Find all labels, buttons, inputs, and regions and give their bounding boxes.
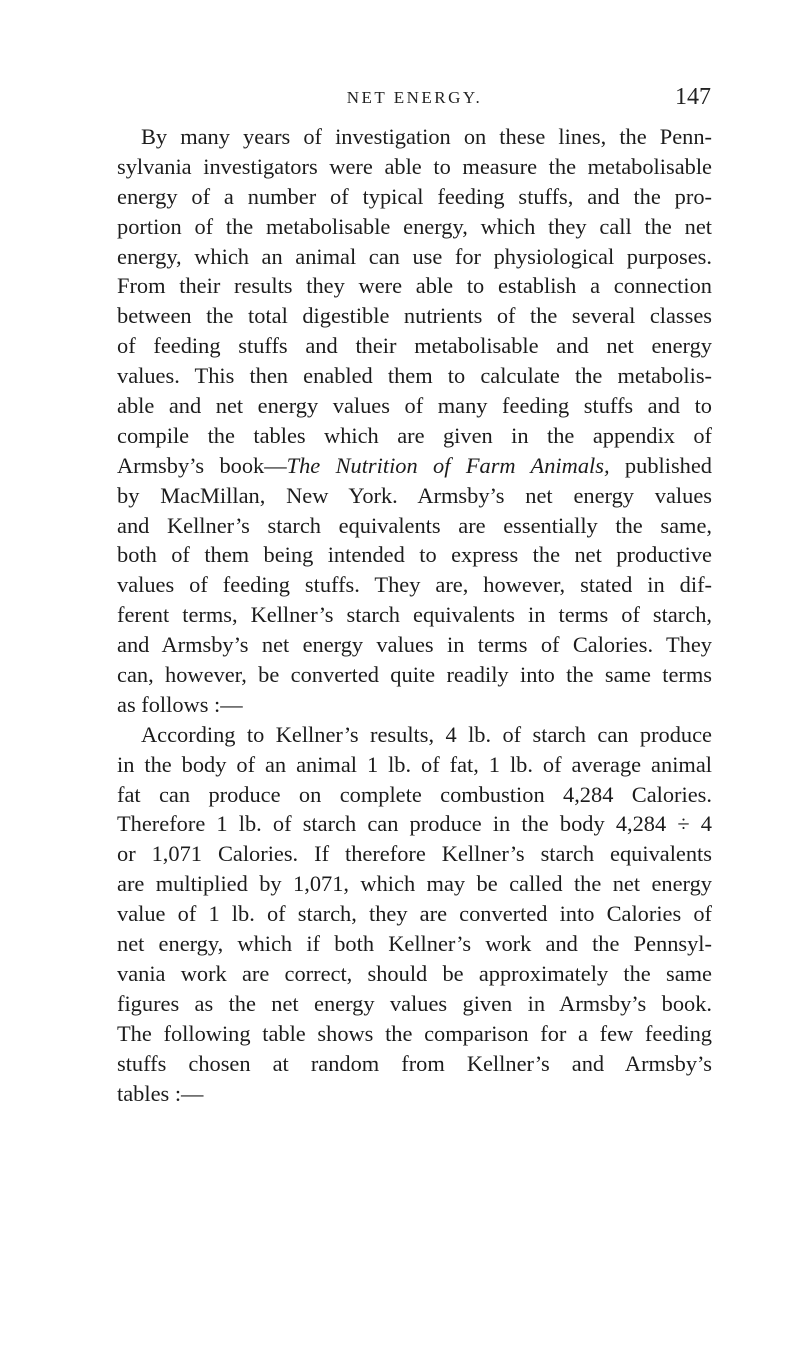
text-line: or 1,071 Calories. If therefore Kellner’s starch equivalents — [117, 841, 712, 867]
text-run: Armsby’s book— — [117, 452, 287, 478]
text-line: and Kellner’s starch equivalents are essentially the same, — [117, 512, 712, 538]
text-line: Therefore 1 lb. of starch can produce in the body 4,284 ÷ 4 — [117, 811, 712, 837]
text-line: value of 1 lb. of starch, they are converted into Calories of — [117, 901, 712, 927]
paragraph — [117, 122, 712, 720]
text-line: The following table shows the comparison for a few feeding — [117, 1020, 712, 1046]
text-line: By many years of investigation on these lines, the Penn- — [141, 124, 712, 149]
text-line: able and net energy values of many feeding stuffs and to — [117, 393, 712, 419]
text-line: figures as the net energy values given in Armsby’s book. — [117, 990, 712, 1016]
text-line: both of them being intended to express the net productive — [117, 542, 712, 568]
text-line: fat can produce on complete combustion 4,284 Calories. — [117, 781, 712, 807]
text-line: According to Kellner’s results, 4 lb. of starch can produce — [141, 721, 712, 747]
text-line: as follows :— — [117, 691, 243, 717]
text-line: portion of the metabolisable energy, which they call the net — [117, 213, 712, 239]
text-line: by MacMillan, New York. Armsby’s net energy values — [117, 482, 712, 508]
text-line: can, however, be converted quite readily into the same terms — [117, 662, 712, 688]
text-line: From their results they were able to establish a connection — [117, 273, 712, 299]
text-line: in the body of an animal 1 lb. of fat, 1 lb. of average animal — [117, 751, 712, 777]
text-line: compile the tables which are given in the appendix of — [117, 422, 712, 448]
text-line: tables :— — [117, 1080, 204, 1106]
text-line: are multiplied by 1,071, which may be called the net energy — [117, 871, 712, 897]
text-run: published — [609, 452, 712, 478]
paragraph — [117, 720, 712, 1109]
book-title-italic: The Nutrition of Farm Animals, — [286, 452, 610, 478]
text-line: values. This then enabled them to calculate the metabolis- — [117, 363, 712, 389]
text-line: vania work are correct, should be approximately the same — [117, 960, 712, 986]
text-line: energy, which an animal can use for physiological purposes. — [117, 243, 712, 269]
text-line: of feeding stuffs and their metabolisable and net energy — [117, 333, 712, 359]
running-head-title: NET ENERGY. — [346, 88, 483, 107]
text-line: stuffs chosen at random from Kellner’s and Armsby’s — [117, 1050, 712, 1076]
text-line — [117, 451, 712, 481]
text-line: sylvania investigators were able to measure the metabolisable — [117, 153, 712, 179]
text-line: between the total digestible nutrients of the several classes — [117, 303, 712, 329]
text-line: ferent terms, Kellner’s starch equivalents in terms of starch, — [117, 602, 712, 628]
text-line: values of feeding stuffs. They are, however, stated in dif- — [117, 572, 712, 598]
text-line: net energy, which if both Kellner’s work and the Pennsyl- — [117, 931, 712, 957]
running-head — [118, 84, 711, 118]
page-number: 147 — [675, 84, 711, 110]
text-line: and Armsby’s net energy values in terms of Calories. They — [117, 632, 712, 658]
text-line: energy of a number of typical feeding stuffs, and the pro- — [117, 183, 712, 209]
body-text — [117, 122, 712, 1108]
